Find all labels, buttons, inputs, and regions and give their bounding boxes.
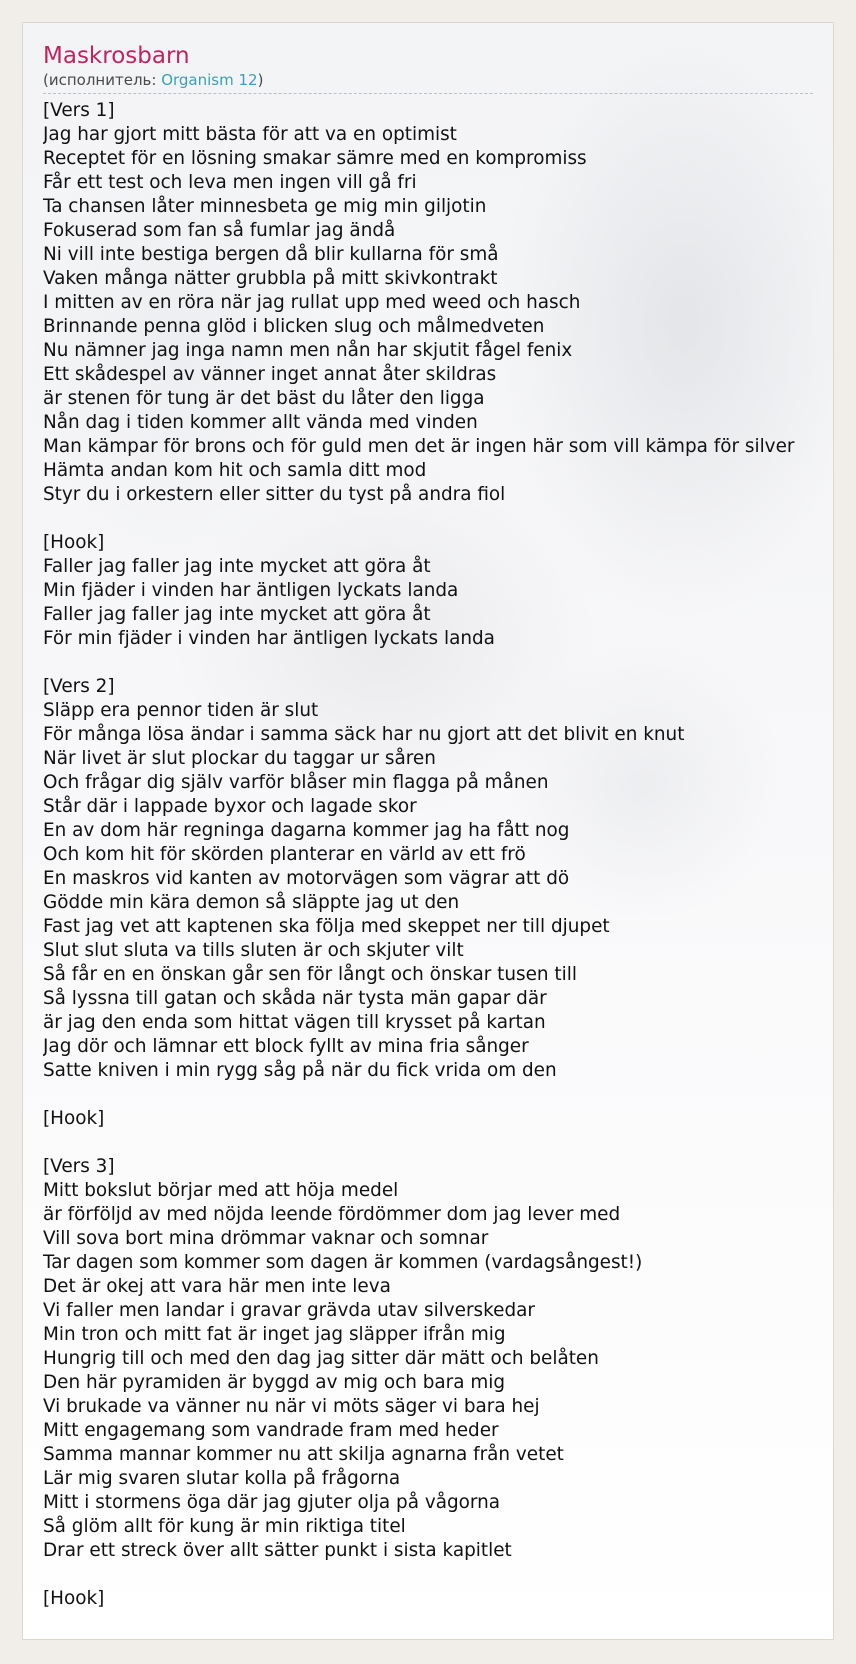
lyric-line: Vi brukade va vänner nu när vi möts säger vi bara hej [43,1396,540,1417]
lyric-line: Hämta andan kom hit och samla ditt mod [43,460,427,481]
lyric-line: Lär mig svaren slutar kolla på frågorna [43,1468,401,1489]
lyric-line: Slut slut sluta va tills sluten är och skjuter vilt [43,940,464,961]
lyric-line: Samma mannar kommer nu att skilja agnarna från vetet [43,1444,564,1465]
song-title: Maskrosbarn [43,43,190,69]
lyric-line: är förföljd av med nöjda leende fördömmer dom jag lever med [43,1204,621,1225]
lyric-line: Så lyssna till gatan och skåda när tysta män gapar där [43,988,547,1009]
lyrics-text [43,99,833,1611]
lyric-line: Min fjäder i vinden har äntligen lyckats landa [43,580,459,601]
lyric-line: Den här pyramiden är byggd av mig och bara mig [43,1372,506,1393]
blank-line [43,1083,833,1107]
lyric-line: Släpp era pennor tiden är slut [43,700,319,721]
lyric-line: Hungrig till och med den dag jag sitter där mätt och belåten [43,1348,599,1369]
lyric-line: Får ett test och leva men ingen vill gå fri [43,172,417,193]
lyric-line: Nu nämner jag inga namn men nån har skjutit fågel fenix [43,340,573,361]
lyric-line: Fokuserad som fan så fumlar jag ändå [43,220,396,241]
lyric-line: Drar ett streck över allt sätter punkt i sista kapitlet [43,1540,512,1561]
lyric-line: Fast jag vet att kaptenen ska följa med skeppet ner till djupet [43,916,610,937]
lyric-line: När livet är slut plockar du taggar ur såren [43,748,436,769]
lyric-line: är stenen för tung är det bäst du låter den ligga [43,388,485,409]
blank-line [43,507,833,531]
lyric-line: Mitt bokslut börjar med att höja medel [43,1180,399,1201]
lyric-line: För många lösa ändar i samma säck har nu gjort att det blivit en knut [43,724,685,745]
artist-link[interactable]: Organism 12 [161,71,258,89]
lyric-line: Jag har gjort mitt bästa för att va en optimist [43,124,457,145]
lyric-line: Mitt i stormens öga där jag gjuter olja på vågorna [43,1492,501,1513]
section-label: [Vers 1] [43,100,115,121]
section-label: [Vers 3] [43,1156,115,1177]
lyric-line: Receptet för en lösning smakar sämre med en kompromiss [43,148,587,169]
artist-suffix: ) [257,71,264,89]
artist-prefix: (исполнитель: [43,71,162,89]
lyric-line: Brinnande penna glöd i blicken slug och målmedveten [43,316,545,337]
lyric-line: Så glöm allt för kung är min riktiga titel [43,1516,406,1537]
section-label: [Vers 2] [43,676,115,697]
lyric-line: Jag dör och lämnar ett block fyllt av mina fria sånger [43,1036,529,1057]
lyric-line: Man kämpar för brons och för guld men det är ingen här som vill kämpa för silver [43,436,795,457]
lyric-line: Gödde min kära demon så släppte jag ut den [43,892,460,913]
blank-line [43,651,833,675]
lyric-line: Så får en en önskan går sen för långt och önskar tusen till [43,964,577,985]
section-label: [Hook] [43,532,105,553]
lyric-line: Ett skådespel av vänner inget annat åter skildras [43,364,497,385]
lyric-line: I mitten av en röra när jag rullat upp med weed och hasch [43,292,581,313]
lyric-line: Och kom hit för skörden planterar en värld av ett frö [43,844,526,865]
lyric-line: Satte kniven i min rygg såg på när du fick vrida om den [43,1060,557,1081]
lyric-line: Det är okej att vara här men inte leva [43,1276,391,1297]
blank-line [43,1131,833,1155]
lyric-line: Står där i lappade byxor och lagade skor [43,796,417,817]
lyric-line: Ta chansen låter minnesbeta ge mig min giljotin [43,196,487,217]
section-label: [Hook] [43,1588,105,1609]
lyric-line: Vi faller men landar i gravar grävda utav silverskedar [43,1300,535,1321]
lyric-line: En av dom här regninga dagarna kommer jag ha fått nog [43,820,570,841]
lyric-line: Tar dagen som kommer som dagen är kommen (vardagsångest!) [43,1252,643,1273]
lyric-line: Styr du i orkestern eller sitter du tyst på andra fiol [43,484,506,505]
lyric-line: Min tron och mitt fat är inget jag släpper ifrån mig [43,1324,506,1345]
artist-line [43,71,813,89]
lyric-line: Vill sova bort mina drömmar vaknar och somnar [43,1228,489,1249]
lyrics-card [22,22,834,1640]
lyric-line: Och frågar dig själv varför blåser min flagga på månen [43,772,549,793]
lyric-line: Faller jag faller jag inte mycket att göra åt [43,604,431,625]
lyric-line: Ni vill inte bestiga bergen då blir kullarna för små [43,244,499,265]
blank-line [43,1563,833,1587]
lyric-line: Vaken många nätter grubbla på mitt skivkontrakt [43,268,498,289]
lyric-line: Faller jag faller jag inte mycket att göra åt [43,556,431,577]
lyric-line: För min fjäder i vinden har äntligen lyckats landa [43,628,495,649]
section-label: [Hook] [43,1108,105,1129]
lyric-line: är jag den enda som hittat vägen till krysset på kartan [43,1012,546,1033]
song-header [43,41,813,94]
lyric-line: Mitt engagemang som vandrade fram med heder [43,1420,499,1441]
lyric-line: En maskros vid kanten av motorvägen som vägrar att dö [43,868,570,889]
lyric-line: Nån dag i tiden kommer allt vända med vinden [43,412,478,433]
